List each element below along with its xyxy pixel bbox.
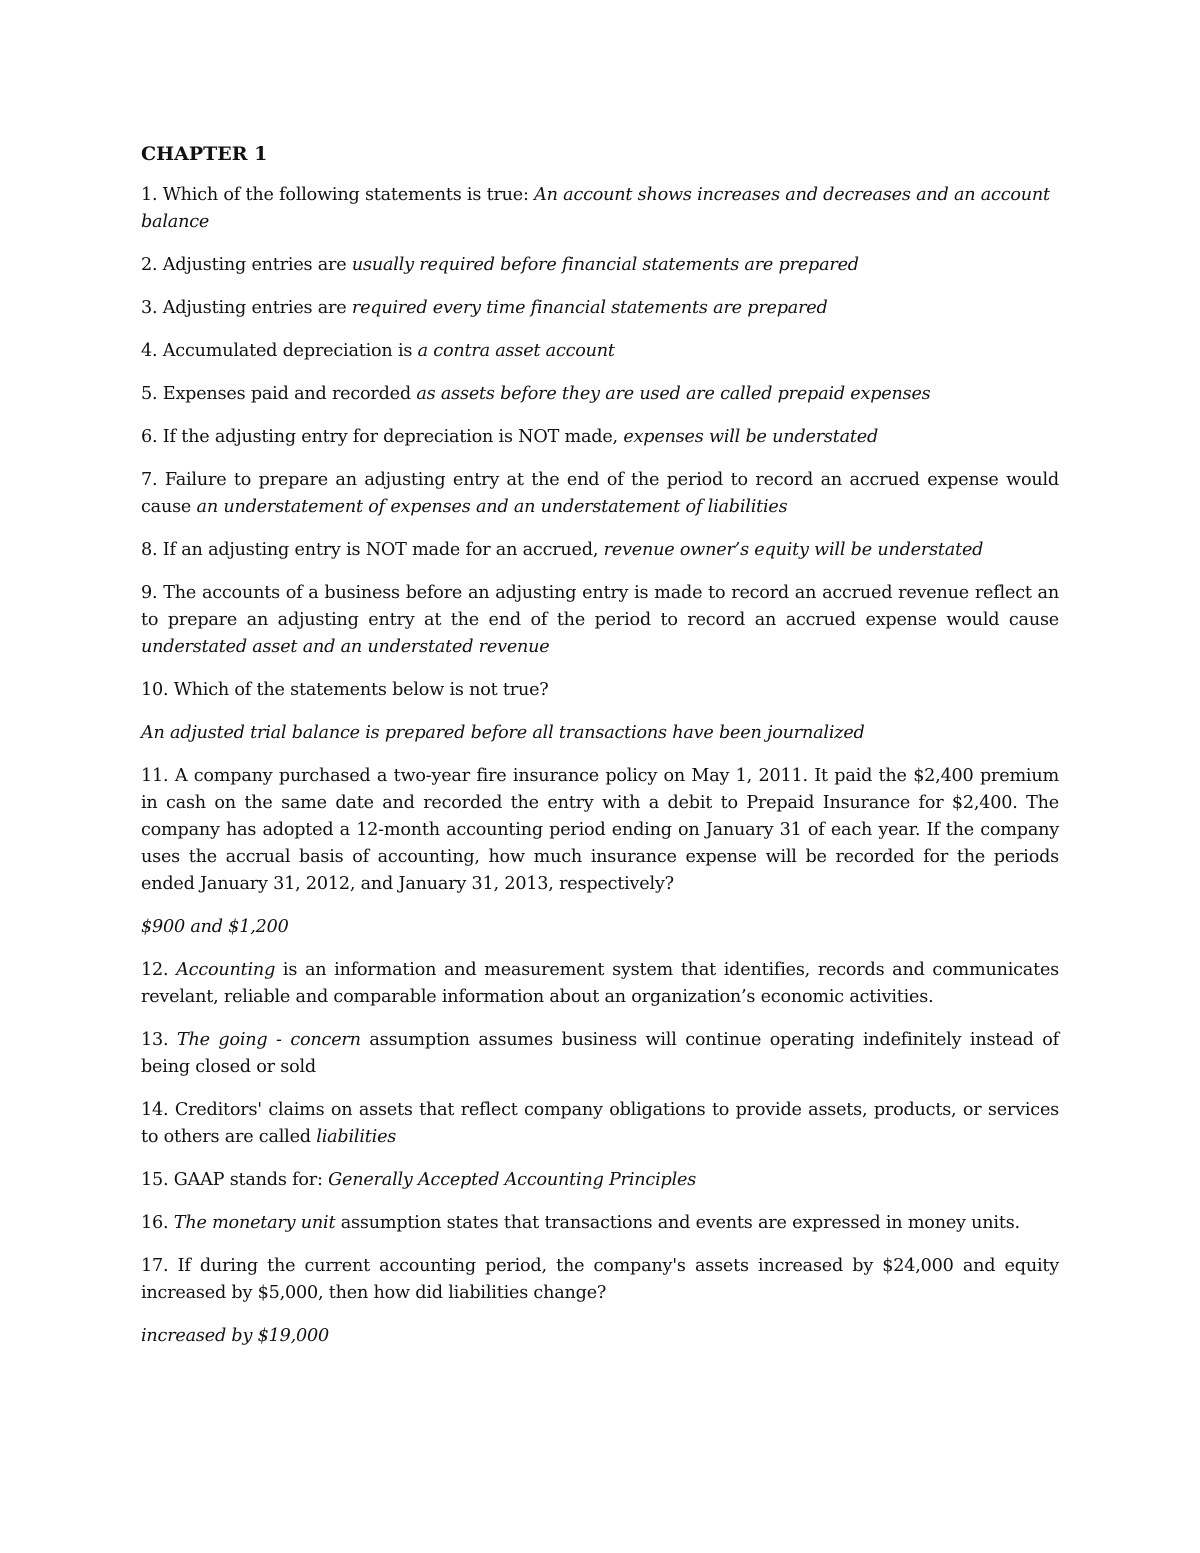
question-5 <box>141 381 1059 408</box>
q1-number: 1. <box>141 185 158 205</box>
q3-number: 3. <box>141 298 158 318</box>
question-4 <box>141 338 1059 365</box>
question-10 <box>141 677 1059 704</box>
chapter-heading: CHAPTER 1 <box>141 143 268 165</box>
q6-number: 6. <box>141 427 158 447</box>
q13-text: assumption assumes business will continue operating indefinitely instead of being closed or sold <box>141 1030 1059 1077</box>
question-16 <box>141 1210 1059 1237</box>
q1-text: Which of the following statements is true: <box>162 185 529 205</box>
q16-text: assumption states that transactions and events are expressed in money units. <box>340 1213 1020 1233</box>
question-15 <box>141 1167 1059 1194</box>
q13-answer: The going - concern <box>176 1030 361 1050</box>
question-9 <box>141 580 1059 661</box>
q15-text: GAAP stands for: <box>173 1170 323 1190</box>
question-2 <box>141 252 1059 279</box>
question-8 <box>141 537 1059 564</box>
q14-answer: liabilities <box>316 1127 397 1147</box>
document-page <box>141 140 1059 1366</box>
q15-answer: Generally Accepted Accounting Principles <box>328 1170 697 1190</box>
q6-answer: expenses will be understated <box>623 427 879 447</box>
q7-answer: an understatement of expenses and an understatement of liabilities <box>196 497 788 517</box>
q11-answer: $900 and $1,200 <box>141 917 289 937</box>
q16-number: 16. <box>141 1213 169 1233</box>
q14-text: Creditors' claims on assets that reflect company obligations to provide assets, products, or services to others are called <box>141 1100 1059 1147</box>
q4-number: 4. <box>141 341 158 361</box>
q16-answer: The monetary unit <box>173 1213 336 1233</box>
question-3 <box>141 295 1059 322</box>
q11-text: A company purchased a two-year fire insurance policy on May 1, 2011. It paid the $2,400 premium in cash on the same date and recorded the entry with a debit to Prepaid Insurance for $2,400. The company has adopted a 12-month accounting period ending on January 31 of each year. If the company uses the accrual basis of accounting, how much insurance expense will be recorded for the periods ended January 31, 2012, and January 31, 2013, respectively? <box>141 766 1059 894</box>
q2-text: Adjusting entries are <box>162 255 347 275</box>
question-7 <box>141 467 1059 521</box>
q12-answer: Accounting <box>176 960 276 980</box>
q10-text: Which of the statements below is not true? <box>173 680 549 700</box>
q1-answer: An account shows increases and decreases and an account balance <box>141 185 1050 232</box>
q14-number: 14. <box>141 1100 169 1120</box>
q15-number: 15. <box>141 1170 169 1190</box>
q4-answer: a contra asset account <box>417 341 615 361</box>
q17-number: 17. <box>141 1256 169 1276</box>
q8-number: 8. <box>141 540 158 560</box>
q10-number: 10. <box>141 680 169 700</box>
q8-text: If an adjusting entry is NOT made for an accrued, <box>162 540 599 560</box>
q9-answer: understated asset and an understated revenue <box>141 637 550 657</box>
question-13 <box>141 1027 1059 1081</box>
q3-answer: required every time financial statements are prepared <box>351 298 828 318</box>
q9-text: The accounts of a business before an adjusting entry is made to record an accrued revenue reflect an to prepare an adjusting entry at the end of the period to record an accrued expense would cause <box>141 583 1059 630</box>
q5-number: 5. <box>141 384 158 404</box>
q17-answer: increased by $19,000 <box>141 1326 329 1346</box>
q7-number: 7. <box>141 470 158 490</box>
q6-text: If the adjusting entry for depreciation is NOT made, <box>162 427 618 447</box>
q10-answer: An adjusted trial balance is prepared before all transactions have been journalized <box>141 723 865 743</box>
question-12 <box>141 957 1059 1011</box>
q17-text: If during the current accounting period, the company's assets increased by $24,000 and equity increased by $5,000, then how did liabilities change? <box>141 1256 1059 1303</box>
q5-text: Expenses paid and recorded <box>162 384 411 404</box>
q5-answer: as assets before they are used are called prepaid expenses <box>416 384 931 404</box>
q9-number: 9. <box>141 583 158 603</box>
question-6 <box>141 424 1059 451</box>
q12-text: is an information and measurement system that identifies, records and communicates revelant, reliable and comparable information about an organization’s economic activities. <box>141 960 1059 1007</box>
q13-number: 13. <box>141 1030 169 1050</box>
q12-number: 12. <box>141 960 169 980</box>
q3-text: Adjusting entries are <box>162 298 347 318</box>
question-17 <box>141 1253 1059 1307</box>
q2-answer: usually required before financial statements are prepared <box>351 255 859 275</box>
q2-number: 2. <box>141 255 158 275</box>
question-11 <box>141 763 1059 898</box>
q4-text: Accumulated depreciation is <box>162 341 413 361</box>
q7-text: Failure to prepare an adjusting entry at the end of the period to record an accrued expense would cause <box>141 470 1059 517</box>
question-1 <box>141 182 1059 236</box>
q11-number: 11. <box>141 766 169 786</box>
question-14 <box>141 1097 1059 1151</box>
q8-answer: revenue owner’s equity will be understated <box>603 540 984 560</box>
